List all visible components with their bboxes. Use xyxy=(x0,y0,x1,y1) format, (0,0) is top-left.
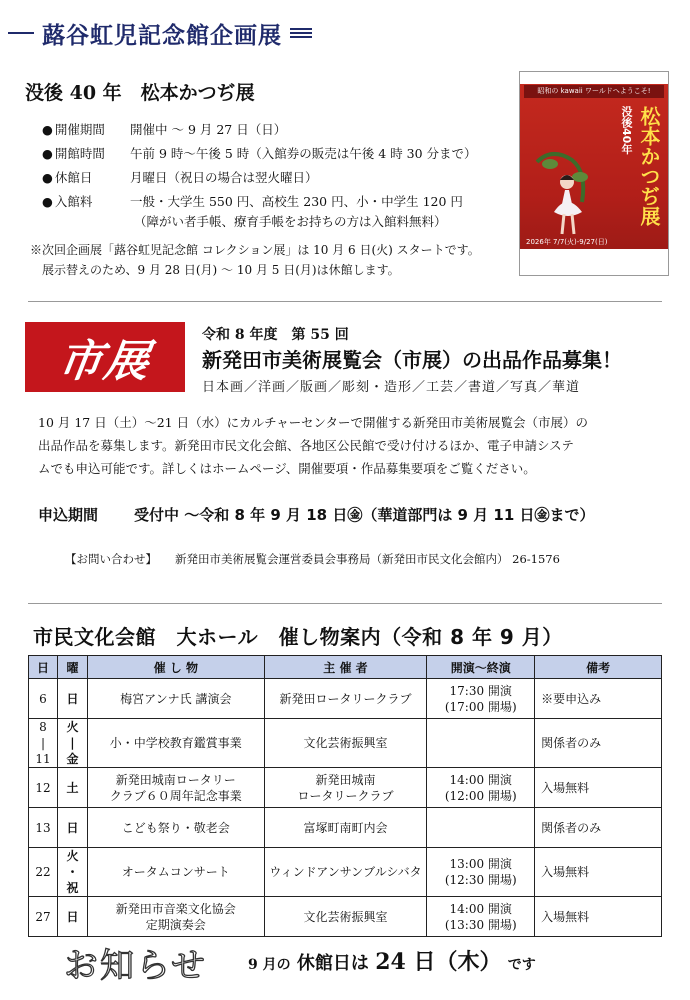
next-exhibition-note xyxy=(30,240,480,280)
cell-day: 日 xyxy=(57,808,87,848)
col-header-note: 備考 xyxy=(535,656,662,679)
cell-organizer: ウィンドアンサンブルシバタ xyxy=(264,848,427,897)
table-row xyxy=(29,808,662,848)
col-header-organizer: 主 催 者 xyxy=(264,656,427,679)
cell-time: 14:00 開演 (13:30 開場) xyxy=(427,897,535,937)
table-header-row xyxy=(29,656,662,679)
cell-date: 13 xyxy=(29,808,58,848)
shiten-heading: 新発田市美術展覧会（市展）の出品作品募集！ xyxy=(202,348,622,372)
info-value: 午前 9 時～午後 5 時（入館券の販売は午後 4 時 30 分まで） xyxy=(130,146,477,161)
page-title: 蕗谷虹児記念館企画展 xyxy=(42,22,282,49)
shiten-categories: 日本画／洋画／版画／彫刻・造形／工芸／書道／写真／華道 xyxy=(202,380,581,395)
description-line: 出品作品を募集します。新発田市民文化会館、各地区公民館で受け付けるほか、電子申請システ xyxy=(38,438,574,453)
cell-event: 梅宮アンナ氏 講演会 xyxy=(87,679,264,719)
note-line: ※次回企画展「蕗谷虹児記念館 コレクション展」は 10 月 6 日(火) スタートです。 xyxy=(30,243,480,257)
cell-time xyxy=(427,808,535,848)
application-period xyxy=(38,504,595,525)
info-row-hours xyxy=(42,142,477,166)
table-row xyxy=(29,719,662,768)
cell-time xyxy=(427,719,535,768)
info-label: ● 開館時間 xyxy=(42,142,130,166)
cell-date: 27 xyxy=(29,897,58,937)
shiten-logo xyxy=(25,322,185,392)
contact-label: 【お問い合わせ】 xyxy=(65,552,157,566)
notice-closed-label: 休館日は xyxy=(296,953,369,974)
period-value: 受付中 ～令和 8 年 9 月 18 日㊎（華道部門は 9 月 11 日㊎まで） xyxy=(134,506,595,524)
table-row xyxy=(29,679,662,719)
contact-value: 新発田市美術展覧会運営委員会事務局（新発田市民文化会館内） 26-1576 xyxy=(175,552,560,566)
cell-time: 17:30 開演 (17:00 開場) xyxy=(427,679,535,719)
cell-event: 小・中学校教育鑑賞事業 xyxy=(87,719,264,768)
info-label: ● 開催期間 xyxy=(42,118,130,142)
cell-note: 入場無料 xyxy=(535,848,662,897)
description-line: ムでも申込可能です。詳しくはホームページ、開催要項・作品募集要項をご覧ください。 xyxy=(38,461,536,476)
cell-date: 22 xyxy=(29,848,58,897)
poster-title: 松本かつぢ展 xyxy=(637,106,661,226)
header-rule-right xyxy=(290,28,312,38)
page-header xyxy=(8,18,338,48)
cell-date: 12 xyxy=(29,768,58,808)
cell-day: 日 xyxy=(57,679,87,719)
col-header-day: 曜 xyxy=(57,656,87,679)
period-label: 申込期間 xyxy=(38,506,99,524)
col-header-time: 開演～終演 xyxy=(427,656,535,679)
shiten-edition: 令和 8 年度 第 55 回 xyxy=(202,327,349,343)
poster-illustration-girl xyxy=(532,142,602,242)
info-row-period xyxy=(42,118,477,142)
cell-event: こども祭り・敬老会 xyxy=(87,808,264,848)
exhibition-title: 没後 40 年 松本かつぢ展 xyxy=(25,82,255,104)
cell-date: 6 xyxy=(29,679,58,719)
cell-organizer: 文化芸術振興室 xyxy=(264,897,427,937)
info-row-closed xyxy=(42,166,477,190)
info-value: 一般・大学生 550 円、高校生 230 円、小・中学生 120 円 xyxy=(130,194,463,209)
shiten-description xyxy=(38,411,654,480)
cell-day: 火 ・ 祝 xyxy=(57,848,87,897)
cell-day: 土 xyxy=(57,768,87,808)
cell-day: 日 xyxy=(57,897,87,937)
cell-time: 13:00 開演 (12:30 開場) xyxy=(427,848,535,897)
info-value: 開催中 ～ 9 月 27 日（日） xyxy=(130,122,287,137)
events-table xyxy=(28,655,662,937)
notice-suffix: です xyxy=(507,957,536,973)
info-label: ● 休館日 xyxy=(42,166,130,190)
poster-dates: 2026年 7/7(火)-9/27(日) xyxy=(526,238,608,246)
exhibition-info xyxy=(42,118,477,234)
section-divider xyxy=(28,603,662,604)
cell-time: 14:00 開演 (12:00 開場) xyxy=(427,768,535,808)
cell-organizer: 新発田城南 ロータリークラブ xyxy=(264,768,427,808)
fee-note: （障がい者手帳、療育手帳をお持ちの方は入館料無料） xyxy=(134,214,447,229)
cell-note: 関係者のみ xyxy=(535,808,662,848)
info-label: ● 入館料 xyxy=(42,190,130,214)
cell-organizer: 文化芸術振興室 xyxy=(264,719,427,768)
cell-note: 入場無料 xyxy=(535,897,662,937)
cell-note: 関係者のみ xyxy=(535,719,662,768)
table-row xyxy=(29,897,662,937)
col-header-event: 催 し 物 xyxy=(87,656,264,679)
description-line: 10 月 17 日（土）～21 日（水）にカルチャーセンターで開催する新発田市美術展覧会（市展）の xyxy=(38,415,588,430)
note-line: 展示替えのため、9 月 28 日(月) ～ 10 月 5 日(月)は休館します。 xyxy=(42,263,400,277)
cell-organizer: 富塚町南町内会 xyxy=(264,808,427,848)
exhibition-poster xyxy=(519,71,669,276)
cell-day: 火 | 金 xyxy=(57,719,87,768)
cell-event: オータムコンサート xyxy=(87,848,264,897)
info-value: 月曜日（祝日の場合は翌火曜日） xyxy=(130,170,318,185)
poster-band: 昭和の kawaii ワールドへようこそ! xyxy=(524,85,664,98)
cell-event: 新発田市音楽文化協会 定期演奏会 xyxy=(87,897,264,937)
notice-heading: お知らせ xyxy=(64,946,207,986)
table-row xyxy=(29,768,662,808)
cell-note: 入場無料 xyxy=(535,768,662,808)
header-rule-left xyxy=(8,32,34,34)
hall-events-title: 市民文化会館 大ホール 催し物案内（令和 8 年 9 月） xyxy=(33,625,563,649)
cell-date: 8 | 11 xyxy=(29,719,58,768)
table-row xyxy=(29,848,662,897)
cell-organizer: 新発田ロータリークラブ xyxy=(264,679,427,719)
section-divider xyxy=(28,301,662,302)
notice-prefix: 9 月の xyxy=(248,957,291,973)
logo-text: 市展 xyxy=(54,336,154,387)
cell-event: 新発田城南ロータリー クラブ６０周年記念事業 xyxy=(87,768,264,808)
closed-day-notice xyxy=(248,945,536,976)
contact-info xyxy=(65,551,560,567)
col-header-date: 日 xyxy=(29,656,58,679)
poster-subtitle: 没後40年 xyxy=(620,106,633,155)
notice-date: 24 日（木） xyxy=(375,949,502,975)
cell-note: ※要申込み xyxy=(535,679,662,719)
